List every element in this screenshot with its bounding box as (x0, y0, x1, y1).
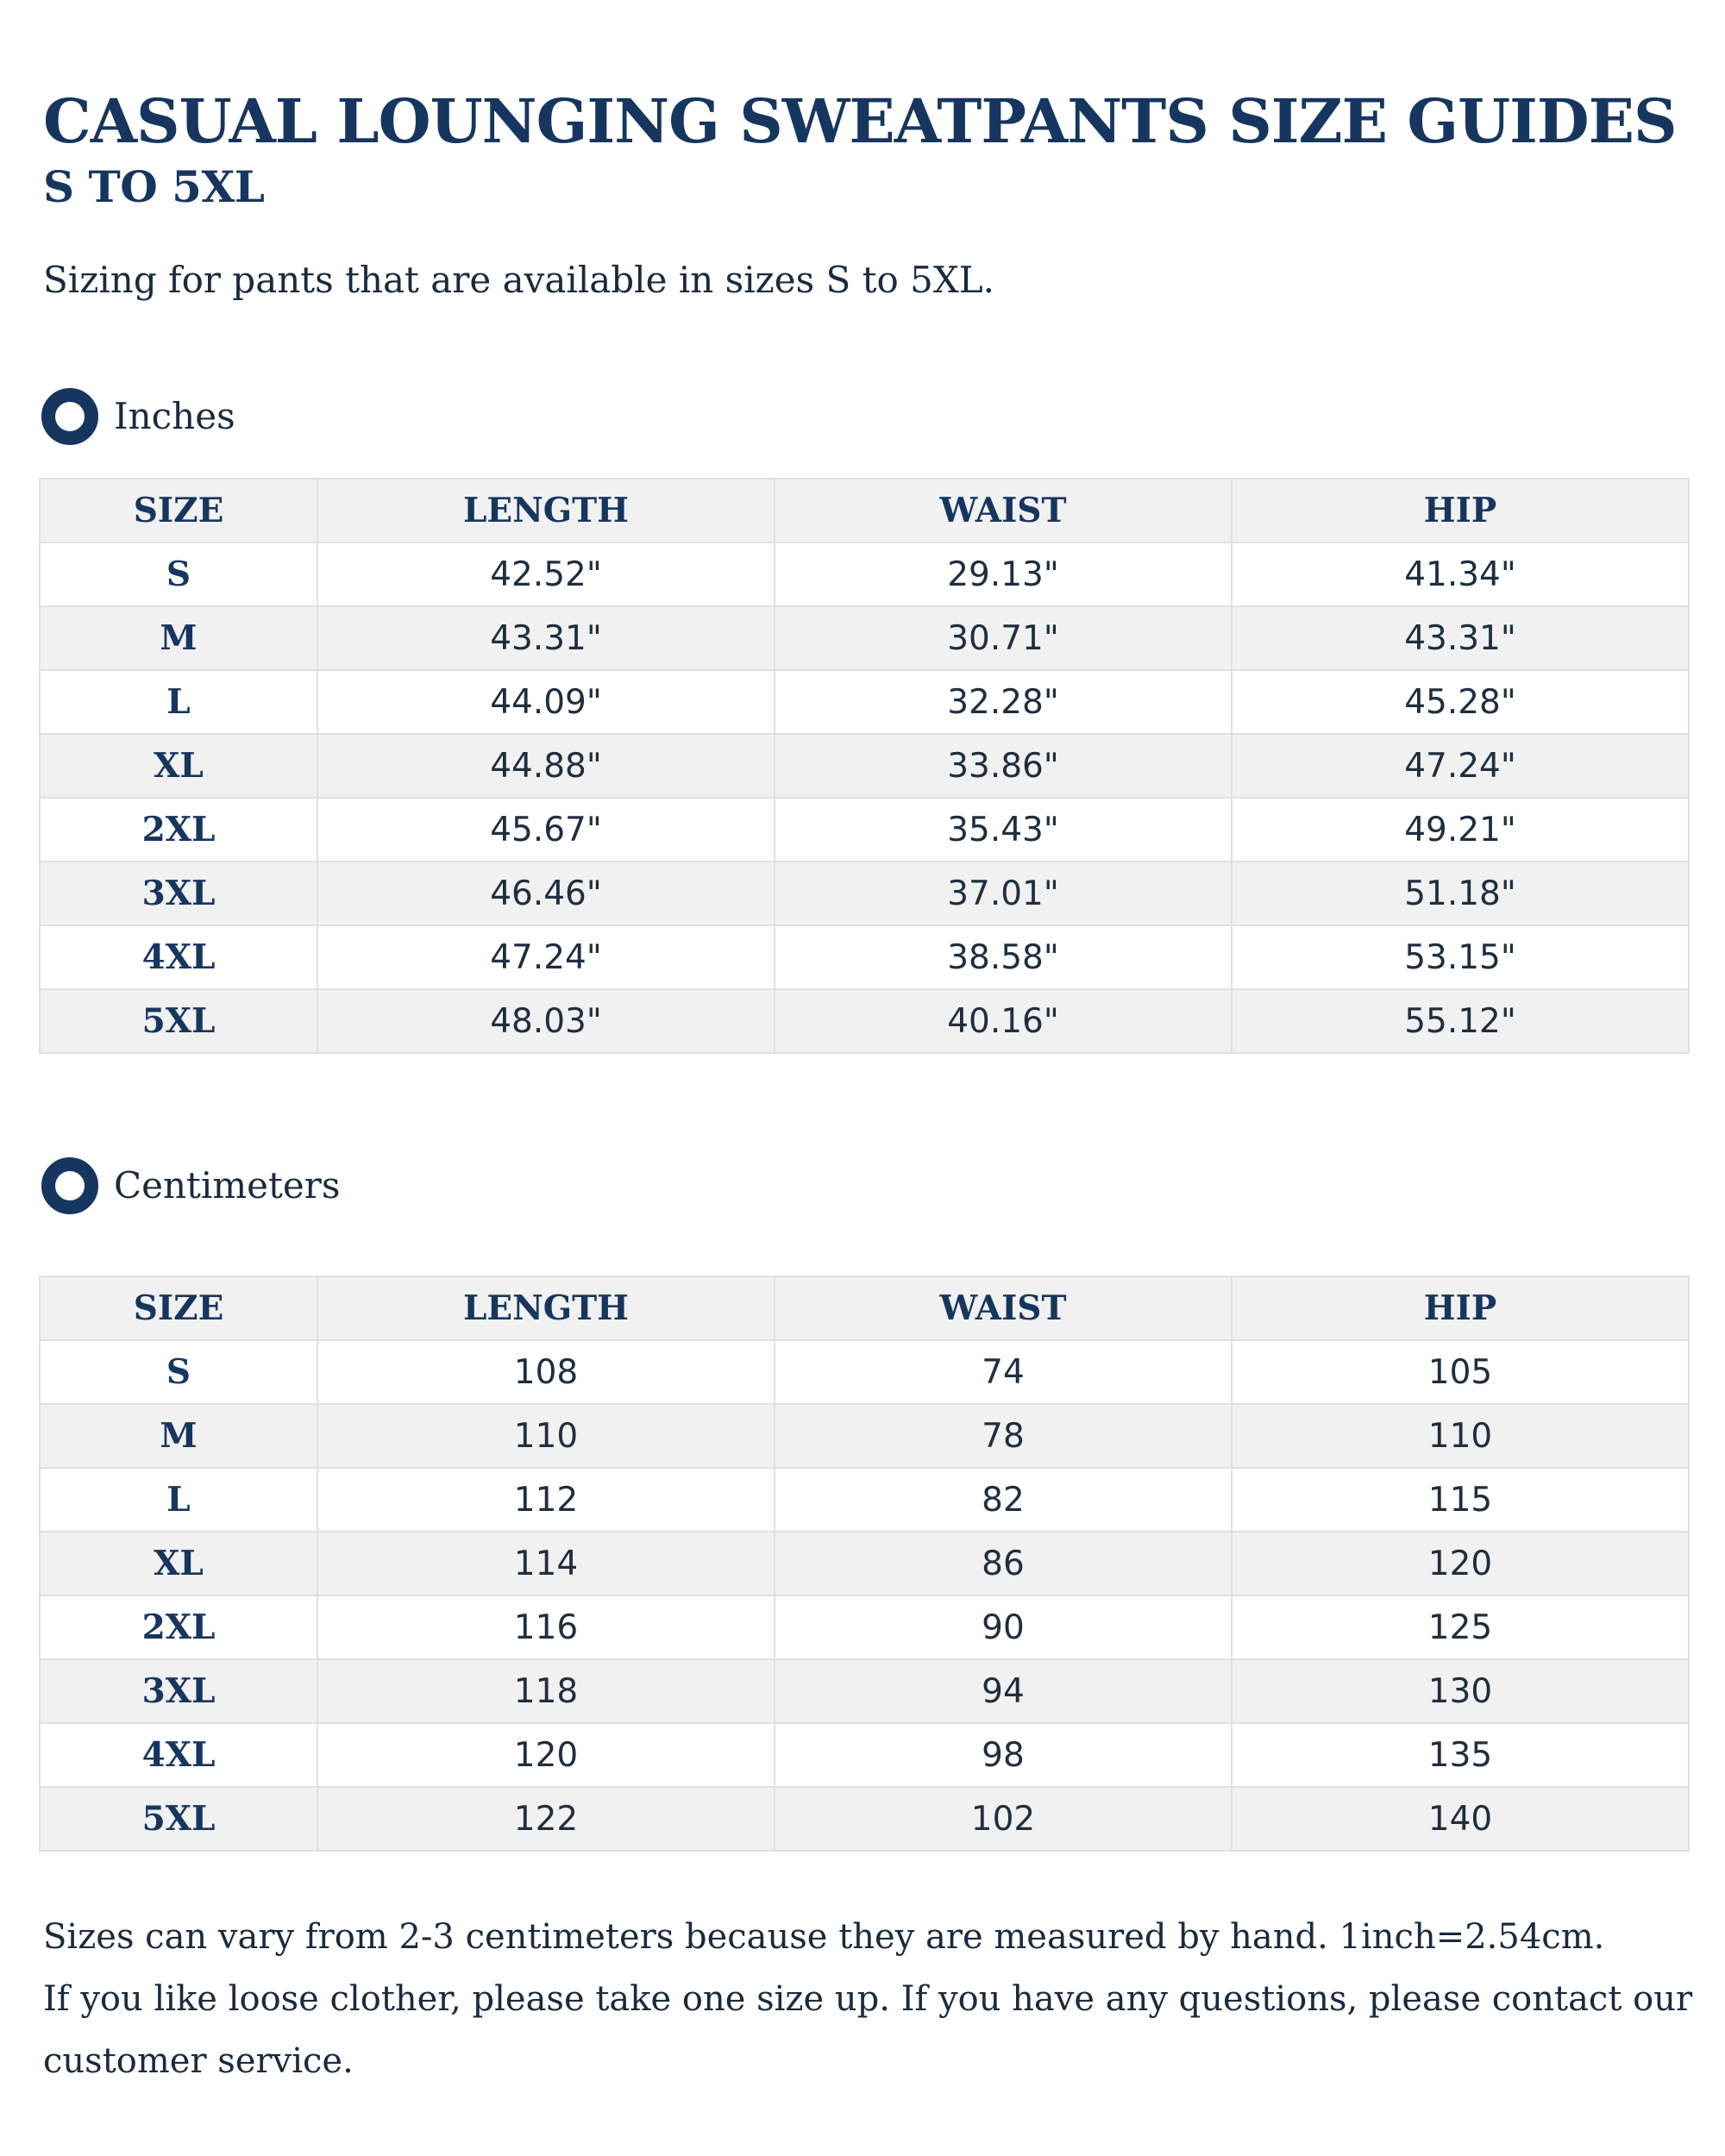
table-header-row (40, 479, 1689, 542)
length-cell: 110 (317, 1404, 775, 1468)
waist-cell: 74 (775, 1340, 1232, 1404)
column-header-length: LENGTH (317, 1276, 775, 1340)
table-row (40, 1404, 1689, 1468)
size-cell: L (40, 670, 317, 734)
ring-bullet-icon (41, 388, 98, 445)
table-row (40, 606, 1689, 670)
size-cell: S (40, 1340, 317, 1404)
size-cell: 2XL (40, 798, 317, 862)
centimeters-size-table (39, 1275, 1690, 1852)
hip-cell: 105 (1232, 1340, 1689, 1404)
table-row (40, 1340, 1689, 1404)
hip-cell: 43.31" (1232, 606, 1689, 670)
length-cell: 43.31" (317, 606, 775, 670)
hip-cell: 135 (1232, 1723, 1689, 1787)
table-row (40, 925, 1689, 989)
inches-size-table (39, 478, 1690, 1054)
waist-cell: 98 (775, 1723, 1232, 1787)
table-row (40, 670, 1689, 734)
size-cell: 3XL (40, 862, 317, 925)
length-cell: 48.03" (317, 989, 775, 1053)
table-row (40, 1787, 1689, 1851)
waist-cell: 94 (775, 1659, 1232, 1723)
hip-cell: 125 (1232, 1595, 1689, 1659)
waist-cell: 82 (775, 1468, 1232, 1532)
column-header-hip: HIP (1232, 479, 1689, 542)
table-row (40, 1723, 1689, 1787)
hip-cell: 120 (1232, 1532, 1689, 1595)
page-subtitle: S TO 5XL (43, 161, 265, 212)
length-cell: 44.09" (317, 670, 775, 734)
table-row (40, 734, 1689, 798)
intro-text: Sizing for pants that are available in sizes S to 5XL. (43, 259, 995, 301)
length-cell: 46.46" (317, 862, 775, 925)
waist-cell: 35.43" (775, 798, 1232, 862)
ring-bullet-icon (41, 1157, 98, 1214)
footnote-line: customer service. (43, 2041, 354, 2081)
hip-cell: 49.21" (1232, 798, 1689, 862)
size-cell: 4XL (40, 1723, 317, 1787)
column-header-hip: HIP (1232, 1276, 1689, 1340)
waist-cell: 86 (775, 1532, 1232, 1595)
length-cell: 108 (317, 1340, 775, 1404)
waist-cell: 78 (775, 1404, 1232, 1468)
size-cell: 5XL (40, 989, 317, 1053)
size-cell: 4XL (40, 925, 317, 989)
hip-cell: 41.34" (1232, 542, 1689, 606)
size-cell: 5XL (40, 1787, 317, 1851)
hip-cell: 140 (1232, 1787, 1689, 1851)
page-title: CASUAL LOUNGING SWEATPANTS SIZE GUIDES (43, 85, 1677, 157)
size-cell: M (40, 606, 317, 670)
column-header-size: SIZE (40, 1276, 317, 1340)
column-header-length: LENGTH (317, 479, 775, 542)
hip-cell: 110 (1232, 1404, 1689, 1468)
column-header-waist: WAIST (775, 479, 1232, 542)
table-row (40, 1659, 1689, 1723)
inches-heading (41, 388, 235, 445)
size-cell: M (40, 1404, 317, 1468)
hip-cell: 45.28" (1232, 670, 1689, 734)
waist-cell: 37.01" (775, 862, 1232, 925)
size-cell: 2XL (40, 1595, 317, 1659)
footnote-line: Sizes can vary from 2-3 centimeters because they are measured by hand. 1inch=2.54cm. (43, 1917, 1605, 1957)
size-cell: S (40, 542, 317, 606)
length-cell: 122 (317, 1787, 775, 1851)
hip-cell: 115 (1232, 1468, 1689, 1532)
size-cell: L (40, 1468, 317, 1532)
centimeters-label: Centimeters (114, 1164, 341, 1206)
waist-cell: 38.58" (775, 925, 1232, 989)
column-header-size: SIZE (40, 479, 317, 542)
table-row (40, 1468, 1689, 1532)
waist-cell: 40.16" (775, 989, 1232, 1053)
length-cell: 116 (317, 1595, 775, 1659)
waist-cell: 33.86" (775, 734, 1232, 798)
table-row (40, 542, 1689, 606)
hip-cell: 130 (1232, 1659, 1689, 1723)
length-cell: 45.67" (317, 798, 775, 862)
length-cell: 118 (317, 1659, 775, 1723)
length-cell: 47.24" (317, 925, 775, 989)
hip-cell: 51.18" (1232, 862, 1689, 925)
waist-cell: 30.71" (775, 606, 1232, 670)
hip-cell: 55.12" (1232, 989, 1689, 1053)
length-cell: 114 (317, 1532, 775, 1595)
table-row (40, 862, 1689, 925)
size-cell: XL (40, 734, 317, 798)
length-cell: 112 (317, 1468, 775, 1532)
column-header-waist: WAIST (775, 1276, 1232, 1340)
size-cell: XL (40, 1532, 317, 1595)
table-row (40, 798, 1689, 862)
length-cell: 120 (317, 1723, 775, 1787)
table-row (40, 1532, 1689, 1595)
length-cell: 44.88" (317, 734, 775, 798)
footnote (43, 1906, 1693, 2092)
waist-cell: 90 (775, 1595, 1232, 1659)
size-cell: 3XL (40, 1659, 317, 1723)
table-row (40, 1595, 1689, 1659)
waist-cell: 102 (775, 1787, 1232, 1851)
hip-cell: 53.15" (1232, 925, 1689, 989)
footnote-line: If you like loose clother, please take one size up. If you have any questions, please contact our (43, 1979, 1693, 2019)
centimeters-heading (41, 1157, 340, 1214)
hip-cell: 47.24" (1232, 734, 1689, 798)
waist-cell: 32.28" (775, 670, 1232, 734)
inches-label: Inches (114, 395, 235, 437)
length-cell: 42.52" (317, 542, 775, 606)
table-header-row (40, 1276, 1689, 1340)
table-row (40, 989, 1689, 1053)
waist-cell: 29.13" (775, 542, 1232, 606)
